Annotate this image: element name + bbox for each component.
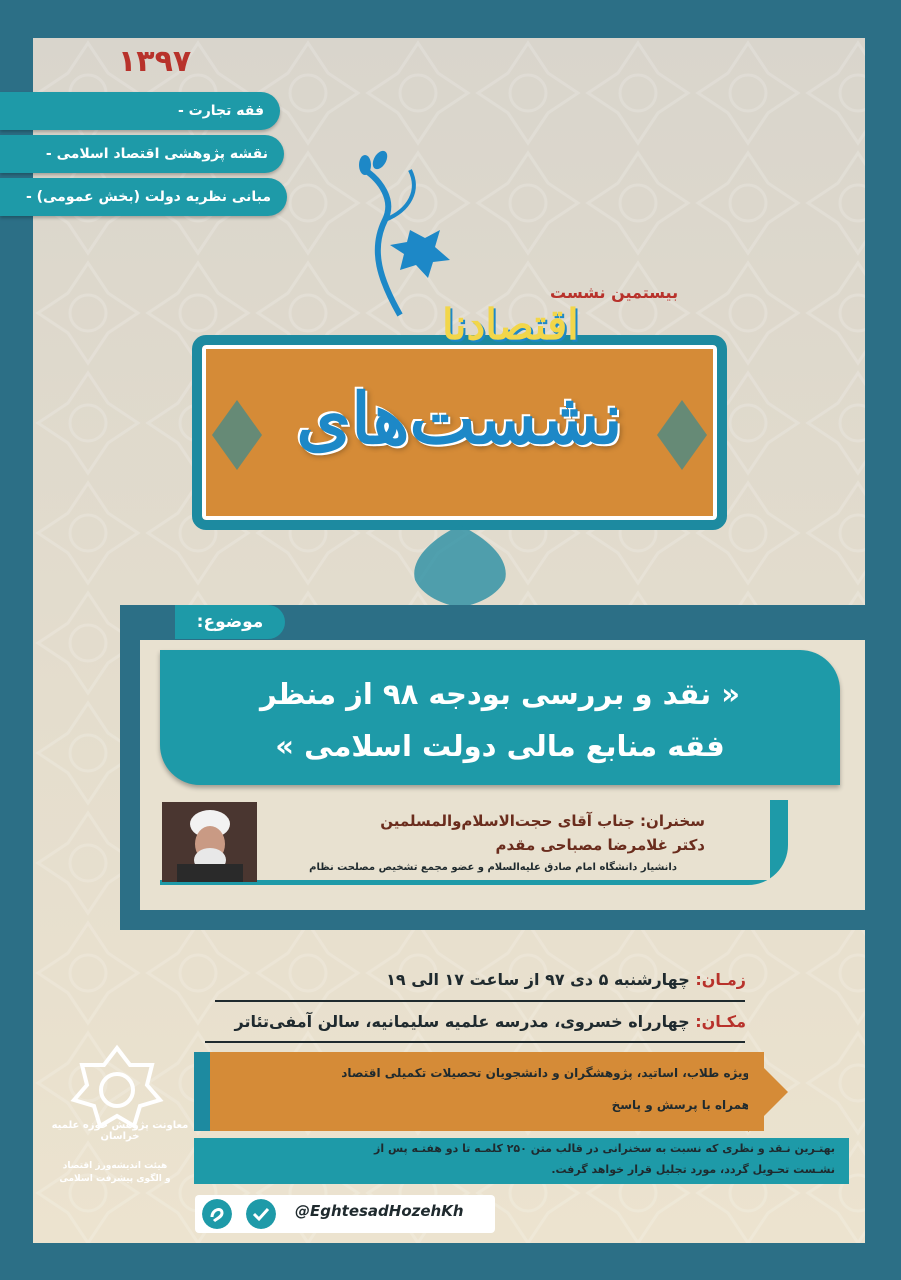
soroush-icon[interactable] bbox=[246, 1199, 276, 1229]
social-handle-link[interactable]: @EghtesadHozehKh bbox=[295, 1202, 464, 1220]
speaker-photo bbox=[162, 802, 257, 882]
topic-label: موضوع: bbox=[175, 605, 285, 639]
topic-box bbox=[160, 650, 840, 785]
org-sub bbox=[55, 1160, 175, 1186]
speaker-title: سخنران: جناب آقای حجت‌الاسلام‌والمسلمین bbox=[380, 812, 705, 830]
org-name: معاونت پژوهش حوزه علمیه خراسان bbox=[51, 1120, 189, 1142]
audience-line-1: ویژه طلاب، اساتید، پژوهشگران و دانشجویان تحصیلات تکمیلی اقتصاد bbox=[341, 1066, 750, 1080]
audience-arrow bbox=[748, 1052, 788, 1132]
note-line-2: نشـست تحـویل گردد، مورد تجلیل قرار خواهد گرفت. bbox=[551, 1163, 835, 1176]
audience-line-2: همراه با پرسش و پاسخ bbox=[611, 1098, 750, 1112]
speaker-portrait-icon bbox=[162, 802, 257, 882]
topic-line-2: فقه منابع مالی دولت اسلامی » bbox=[275, 729, 725, 763]
logo-main-text: نشست‌های bbox=[296, 377, 623, 460]
session-number-label: بیستمین نشست bbox=[550, 283, 679, 302]
floral-ornament-icon bbox=[340, 150, 460, 320]
year-label: ۱۳۹۷ bbox=[118, 44, 192, 79]
medallion-ornament-icon bbox=[405, 520, 515, 610]
divider bbox=[215, 1000, 745, 1002]
tag-fiqh-tejarat: فقه تجارت - bbox=[0, 92, 280, 130]
series-logo bbox=[192, 300, 727, 530]
speaker-description: دانشیار دانشگاه امام صادق علیه‌السلام و عضو مجمع تشخیص مصلحت نظام bbox=[309, 862, 677, 873]
tag-state-theory: مبانی نظریه دولت (بخش عمومی) - bbox=[0, 178, 287, 216]
org-sub-line-2: و الگوی پیشرفت اسلامی bbox=[59, 1174, 171, 1184]
time-key: زمـان: bbox=[695, 970, 746, 989]
place-key: مکـان: bbox=[695, 1012, 746, 1031]
note-line-1: بهتـرین نـقد و نظری که نسبت به سخنرانی در قالب متن ۲۵۰ کلمـه تا دو هفتـه پس از bbox=[374, 1142, 835, 1155]
eitaa-icon[interactable] bbox=[202, 1199, 232, 1229]
event-place bbox=[235, 1012, 746, 1031]
audience-box bbox=[194, 1052, 764, 1131]
tag-research-map: نقشه پژوهشی اقتصاد اسلامی - bbox=[0, 135, 284, 173]
topic-line-1: « نقد و بررسی بودجه ۹۸ از منظر bbox=[259, 677, 740, 711]
speaker-name: دکتر غلامرضا مصباحی مقدم bbox=[495, 836, 705, 854]
logo-accent-text: اقتصادنا bbox=[442, 300, 579, 349]
event-time bbox=[386, 970, 746, 989]
org-sub-line-1: هیئت اندیشه‌ورز اقتصاد bbox=[62, 1161, 168, 1171]
time-value: چهارشنبه ۵ دی ۹۷ از ساعت ۱۷ الی ۱۹ bbox=[386, 970, 690, 989]
place-value: چهارراه خسروی، مدرسه علمیه سلیمانیه، سالن آمفی‌تئاتر bbox=[234, 1012, 690, 1031]
divider bbox=[205, 1041, 745, 1043]
note-box bbox=[194, 1138, 849, 1184]
